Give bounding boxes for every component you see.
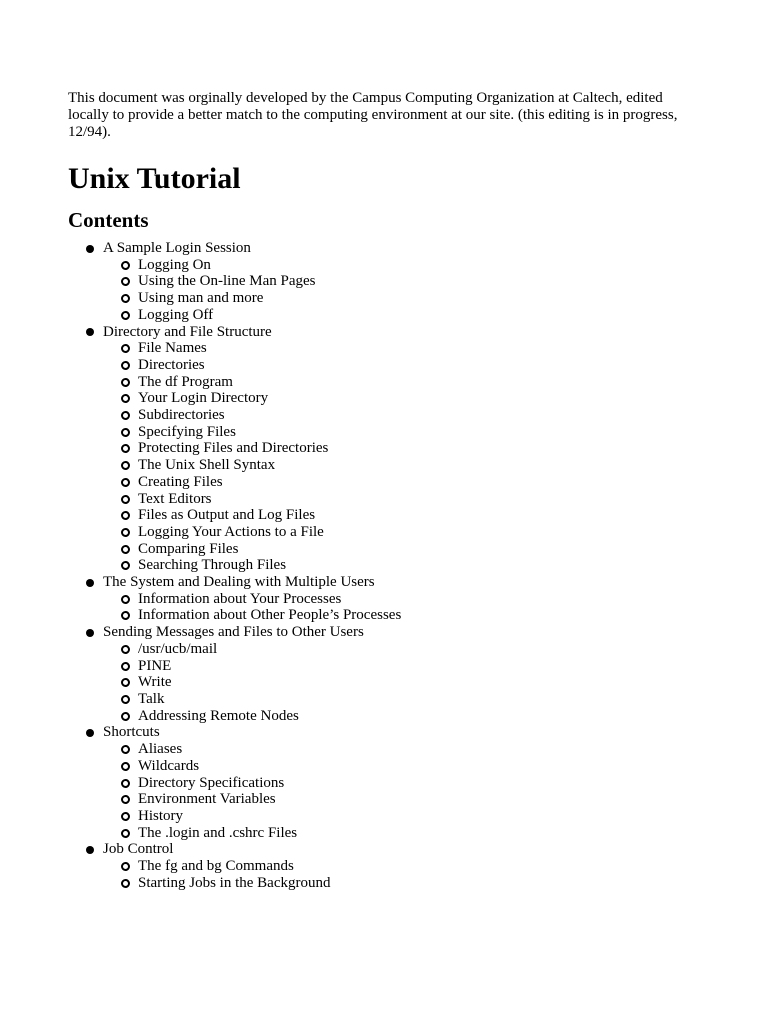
toc-section-link[interactable]: Shortcuts [103,724,160,741]
toc-subsection-link[interactable]: Talk [138,690,165,707]
toc-subsection [103,290,708,307]
hollow-bullet-icon [121,528,130,537]
hollow-bullet-icon [121,545,130,554]
toc-subsection [103,791,708,808]
toc-subsection [103,541,708,558]
hollow-bullet-icon [121,411,130,420]
toc-subsection-link[interactable]: Logging Off [138,306,214,323]
toc-subsection [103,758,708,775]
hollow-bullet-icon [121,461,130,470]
toc-subsection-link[interactable]: Wildcards [138,757,200,774]
hollow-bullet-icon [121,277,130,286]
hollow-bullet-icon [121,495,130,504]
toc-subsection-link[interactable]: /usr/ucb/mail [138,640,218,657]
toc-subsection [103,557,708,574]
document-body [68,90,708,891]
toc-section [68,240,708,324]
toc-subsection-link[interactable]: Information about Your Processes [138,590,342,607]
toc-subsection [103,641,708,658]
hollow-bullet-icon [121,294,130,303]
hollow-bullet-icon [121,862,130,871]
hollow-bullet-icon [121,745,130,754]
toc-subsection-link[interactable]: File Names [138,340,207,357]
toc-subsection-link[interactable]: Write [138,674,172,691]
hollow-bullet-icon [121,595,130,604]
toc-subsection [103,674,708,691]
toc-subsection-link[interactable]: Starting Jobs in the Background [138,874,331,891]
hollow-bullet-icon [121,795,130,804]
toc-subsection-link[interactable]: Files as Output and Log Files [138,507,316,524]
hollow-bullet-icon [121,478,130,487]
toc-section [68,574,708,624]
toc-subsection [103,507,708,524]
toc-subsection-link[interactable]: Information about Other People’s Processes [138,607,402,624]
toc-subsection [103,257,708,274]
toc-subsection [103,607,708,624]
toc-section-link[interactable]: Sending Messages and Files to Other Users [103,624,364,641]
toc-subsection [103,775,708,792]
toc-section [68,624,708,724]
toc-subsection [103,374,708,391]
toc-subsection-link[interactable]: The fg and bg Commands [138,858,294,875]
toc-subsection [103,340,708,357]
intro-paragraph: This document was orginally developed by the Campus Computing Organization at Caltech, edited locally to provide a better match to the computing environment at our site. (this editing is in progress, 12/94). [68,90,678,140]
toc-section-link[interactable]: A Sample Login Session [103,240,251,256]
toc-subsection-link[interactable]: PINE [138,657,172,674]
toc-subsection [103,307,708,324]
hollow-bullet-icon [121,678,130,687]
hollow-bullet-icon [121,662,130,671]
toc-subsection [103,440,708,457]
hollow-bullet-icon [121,695,130,704]
hollow-bullet-icon [121,829,130,838]
toc-subsection [103,474,708,491]
hollow-bullet-icon [121,561,130,570]
filled-bullet-icon [86,245,94,253]
toc-subsection [103,658,708,675]
toc-section-link[interactable]: Directory and File Structure [103,323,272,340]
hollow-bullet-icon [121,645,130,654]
toc-subsection [103,825,708,842]
toc-subsection-link[interactable]: Directories [138,356,205,373]
contents-heading: Contents [68,208,149,232]
toc-subsection-link[interactable]: Using man and more [138,290,264,307]
toc-subsection [103,691,708,708]
toc-subsection-list [103,741,708,841]
toc-subsection [103,357,708,374]
toc-subsection-link[interactable]: Directory Specifications [138,774,285,791]
toc-subsection-list [103,257,708,324]
filled-bullet-icon [86,579,94,587]
toc-subsection-link[interactable]: Aliases [138,741,183,758]
hollow-bullet-icon [121,879,130,888]
hollow-bullet-icon [121,511,130,520]
toc-subsection-link[interactable]: Searching Through Files [138,557,287,574]
toc-subsection-list [103,591,708,624]
toc-subsection-list [103,641,708,725]
hollow-bullet-icon [121,311,130,320]
toc-subsection [103,390,708,407]
hollow-bullet-icon [121,611,130,620]
toc-section-link[interactable]: Job Control [103,841,174,858]
toc-subsection-link[interactable]: Text Editors [138,490,212,507]
toc-section [68,324,708,575]
toc-subsection-link[interactable]: Comparing Files [138,540,239,557]
toc-subsection [103,491,708,508]
toc-subsection-link[interactable]: Environment Variables [138,791,276,808]
toc-subsection [103,808,708,825]
toc-subsection-link[interactable]: Specifying Files [138,423,236,440]
hollow-bullet-icon [121,779,130,788]
toc-subsection-link[interactable]: Addressing Remote Nodes [138,707,299,724]
toc-subsection [103,273,708,290]
hollow-bullet-icon [121,444,130,453]
toc-subsection [103,457,708,474]
toc-subsection-link[interactable]: History [138,807,183,824]
toc-subsection-link[interactable]: Using the On-line Man Pages [138,273,316,290]
toc-subsection-link[interactable]: Logging Your Actions to a File [138,523,324,540]
toc-subsection-link[interactable]: The Unix Shell Syntax [138,457,276,474]
toc-subsection [103,741,708,758]
toc-subsection [103,407,708,424]
filled-bullet-icon [86,729,94,737]
toc-subsection-link[interactable]: Logging On [138,256,211,273]
toc-subsection [103,858,708,875]
toc-section-link[interactable]: The System and Dealing with Multiple Users [103,574,375,591]
filled-bullet-icon [86,629,94,637]
toc-section [68,724,708,841]
toc-subsection-list [103,340,708,574]
toc-subsection-link[interactable]: Subdirectories [138,407,225,424]
toc-subsection-link[interactable]: The df Program [138,373,233,390]
toc-subsection [103,524,708,541]
toc-subsection [103,424,708,441]
table-of-contents [68,238,708,891]
filled-bullet-icon [86,846,94,854]
hollow-bullet-icon [121,712,130,721]
toc-section [68,841,708,891]
toc-subsection-link[interactable]: Your Login Directory [138,390,269,407]
toc-subsection-link[interactable]: Protecting Files and Directories [138,440,329,457]
hollow-bullet-icon [121,762,130,771]
hollow-bullet-icon [121,261,130,270]
hollow-bullet-icon [121,812,130,821]
filled-bullet-icon [86,328,94,336]
toc-subsection-list [103,858,708,891]
hollow-bullet-icon [121,361,130,370]
toc-subsection-link[interactable]: The .login and .cshrc Files [138,824,298,841]
toc-subsection-link[interactable]: Creating Files [138,473,223,490]
toc-subsection [103,708,708,725]
page-title: Unix Tutorial [68,162,241,195]
hollow-bullet-icon [121,344,130,353]
toc-subsection [103,591,708,608]
hollow-bullet-icon [121,428,130,437]
toc-subsection [103,875,708,892]
hollow-bullet-icon [121,394,130,403]
hollow-bullet-icon [121,378,130,387]
